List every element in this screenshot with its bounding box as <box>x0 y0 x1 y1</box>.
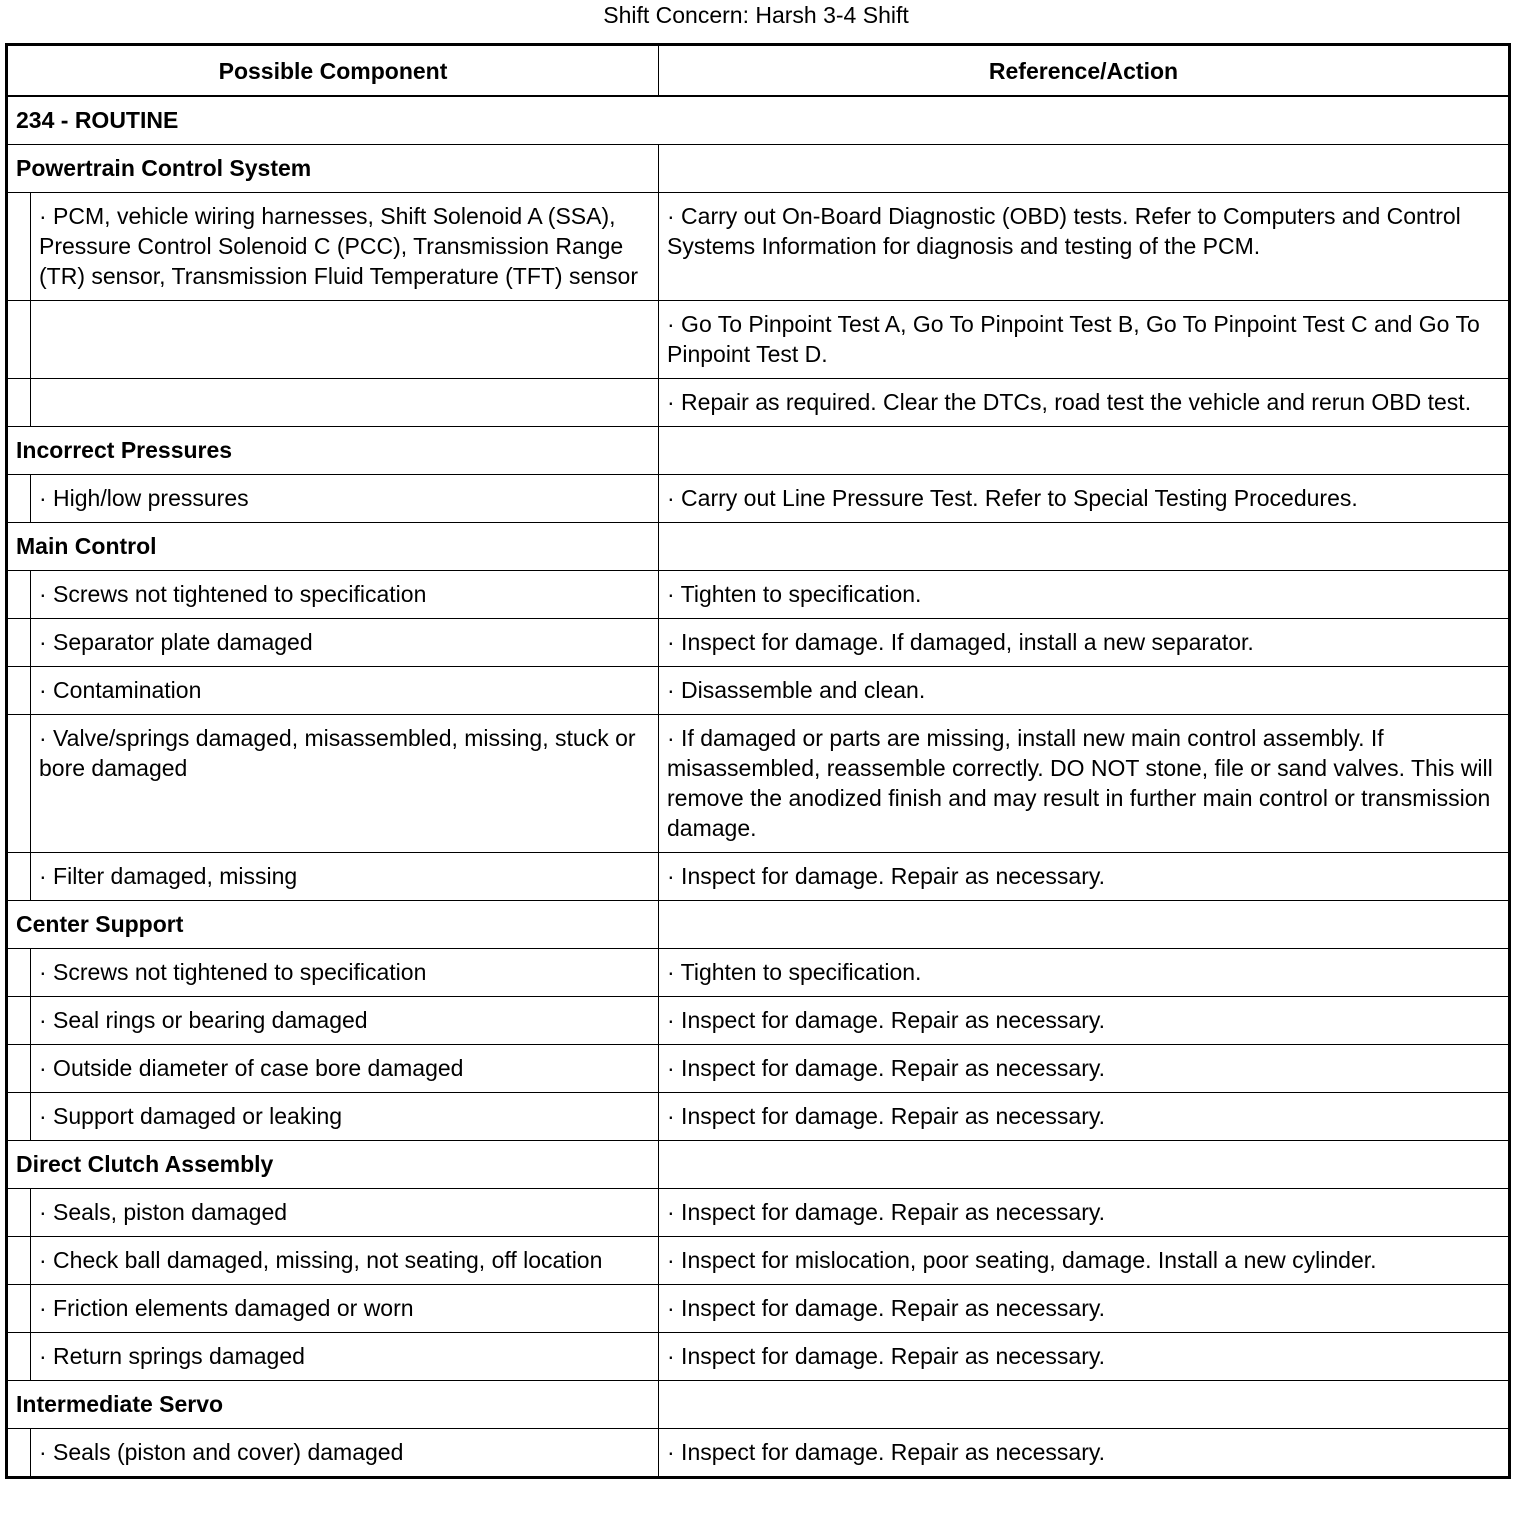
action-cell: · Inspect for damage. Repair as necessary. <box>659 853 1510 901</box>
component-cell: · Outside diameter of case bore damaged <box>31 1045 659 1093</box>
action-cell: · Tighten to specification. <box>659 571 1510 619</box>
table-row <box>7 1045 1510 1093</box>
component-cell: · High/low pressures <box>31 475 659 523</box>
action-cell: · Carry out On-Board Diagnostic (OBD) tests. Refer to Computers and Control Systems Information for diagnosis and testing of the PCM. <box>659 193 1510 301</box>
header-row <box>7 45 1510 97</box>
indent-cell <box>7 193 31 301</box>
section-name: Main Control <box>7 523 659 571</box>
diagnosis-table <box>5 43 1511 1479</box>
indent-cell <box>7 1045 31 1093</box>
section-name: Direct Clutch Assembly <box>7 1141 659 1189</box>
component-cell: · Return springs damaged <box>31 1333 659 1381</box>
indent-cell <box>7 949 31 997</box>
section-action-empty <box>659 427 1510 475</box>
indent-cell <box>7 667 31 715</box>
table-row <box>7 853 1510 901</box>
table-body <box>7 96 1510 1478</box>
component-cell: · Seals, piston damaged <box>31 1189 659 1237</box>
table-row <box>7 949 1510 997</box>
indent-cell <box>7 1333 31 1381</box>
header-component: Possible Component <box>7 45 659 97</box>
component-cell: · Separator plate damaged <box>31 619 659 667</box>
action-cell: · Inspect for damage. Repair as necessary. <box>659 1093 1510 1141</box>
section-name: Incorrect Pressures <box>7 427 659 475</box>
section-action-empty <box>659 523 1510 571</box>
table-row <box>7 667 1510 715</box>
action-cell: · Repair as required. Clear the DTCs, road test the vehicle and rerun OBD test. <box>659 379 1510 427</box>
page-title: Shift Concern: Harsh 3-4 Shift <box>603 2 909 28</box>
action-cell: · Inspect for damage. Repair as necessary. <box>659 997 1510 1045</box>
section-row <box>7 901 1510 949</box>
component-cell: · Friction elements damaged or worn <box>31 1285 659 1333</box>
component-cell: · Check ball damaged, missing, not seating, off location <box>31 1237 659 1285</box>
indent-cell <box>7 1237 31 1285</box>
table-row <box>7 571 1510 619</box>
component-cell: · Seals (piston and cover) damaged <box>31 1429 659 1478</box>
section-row <box>7 145 1510 193</box>
action-cell: · If damaged or parts are missing, install new main control assembly. If misassembled, reassemble correctly. DO NOT stone, file or sand valves. This will remove the anodized finish and may result in further main control or transmission damage. <box>659 715 1510 853</box>
indent-cell <box>7 715 31 853</box>
action-cell: · Inspect for damage. Repair as necessary. <box>659 1285 1510 1333</box>
table-row <box>7 1285 1510 1333</box>
table-row <box>7 1237 1510 1285</box>
section-action-empty <box>659 1141 1510 1189</box>
indent-cell <box>7 1429 31 1478</box>
table-row <box>7 301 1510 379</box>
section-name: Intermediate Servo <box>7 1381 659 1429</box>
section-name: Powertrain Control System <box>7 145 659 193</box>
indent-cell <box>7 301 31 379</box>
component-cell: · Support damaged or leaking <box>31 1093 659 1141</box>
component-cell: · Seal rings or bearing damaged <box>31 997 659 1045</box>
component-cell: · Valve/springs damaged, misassembled, missing, stuck or bore damaged <box>31 715 659 853</box>
section-action-empty <box>659 145 1510 193</box>
section-row <box>7 1381 1510 1429</box>
action-cell: · Tighten to specification. <box>659 949 1510 997</box>
header-action: Reference/Action <box>659 45 1510 97</box>
table-row <box>7 619 1510 667</box>
section-row <box>7 427 1510 475</box>
section-action-empty <box>659 1381 1510 1429</box>
section-name: Center Support <box>7 901 659 949</box>
action-cell: · Go To Pinpoint Test A, Go To Pinpoint Test B, Go To Pinpoint Test C and Go To Pinpoint Test D. <box>659 301 1510 379</box>
indent-cell <box>7 853 31 901</box>
table-row <box>7 1093 1510 1141</box>
table-row <box>7 1429 1510 1478</box>
indent-cell <box>7 619 31 667</box>
component-cell: · Filter damaged, missing <box>31 853 659 901</box>
section-row <box>7 1141 1510 1189</box>
component-cell <box>31 301 659 379</box>
indent-cell <box>7 571 31 619</box>
table-row <box>7 1189 1510 1237</box>
action-cell: · Inspect for damage. Repair as necessary. <box>659 1333 1510 1381</box>
action-cell: · Inspect for damage. Repair as necessary. <box>659 1045 1510 1093</box>
indent-cell <box>7 1093 31 1141</box>
indent-cell <box>7 1189 31 1237</box>
action-cell: · Inspect for damage. Repair as necessary. <box>659 1189 1510 1237</box>
routine-row <box>7 96 1510 145</box>
table-row <box>7 193 1510 301</box>
section-action-empty <box>659 901 1510 949</box>
indent-cell <box>7 997 31 1045</box>
indent-cell <box>7 1285 31 1333</box>
action-cell: · Carry out Line Pressure Test. Refer to Special Testing Procedures. <box>659 475 1510 523</box>
table-row <box>7 475 1510 523</box>
component-cell: · PCM, vehicle wiring harnesses, Shift Solenoid A (SSA), Pressure Control Solenoid C (PCC), Transmission Range (TR) sensor, Transmission Fluid Temperature (TFT) sensor <box>31 193 659 301</box>
routine-label: 234 - ROUTINE <box>7 96 1510 145</box>
table-row <box>7 379 1510 427</box>
indent-cell <box>7 475 31 523</box>
action-cell: · Disassemble and clean. <box>659 667 1510 715</box>
action-cell: · Inspect for damage. If damaged, install a new separator. <box>659 619 1510 667</box>
table-row <box>7 1333 1510 1381</box>
table-row <box>7 715 1510 853</box>
component-cell: · Screws not tightened to specification <box>31 571 659 619</box>
action-cell: · Inspect for damage. Repair as necessary. <box>659 1429 1510 1478</box>
section-row <box>7 523 1510 571</box>
component-cell: · Contamination <box>31 667 659 715</box>
indent-cell <box>7 379 31 427</box>
action-cell: · Inspect for mislocation, poor seating, damage. Install a new cylinder. <box>659 1237 1510 1285</box>
component-cell: · Screws not tightened to specification <box>31 949 659 997</box>
component-cell <box>31 379 659 427</box>
table-row <box>7 997 1510 1045</box>
